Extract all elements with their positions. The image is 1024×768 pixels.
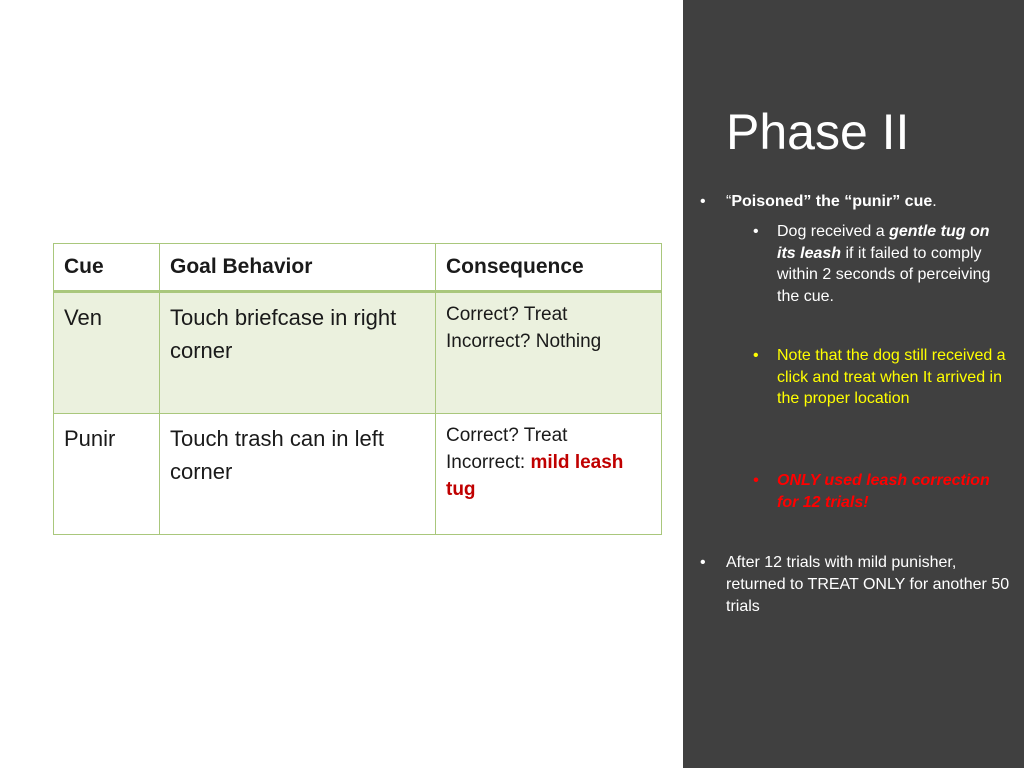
consequence-incorrect: [446, 449, 651, 503]
consequence-incorrect: Incorrect? Nothing: [446, 331, 602, 352]
mild-leash-tug-emphasis: mild leash tug: [446, 452, 624, 500]
table-header-row: [54, 244, 662, 292]
table-row: [54, 292, 662, 414]
header-goal-behavior: Goal Behavior: [160, 244, 436, 292]
sub-bullet-gentle-tug: [777, 221, 1012, 307]
header-consequence: Consequence: [436, 244, 662, 292]
bullet-poisoned-bold: Poisoned” the “punir” cue: [731, 193, 933, 210]
cell-goal-punir: Touch trash can in left corner: [160, 414, 436, 535]
cell-cue-punir: Punir: [54, 414, 160, 535]
right-panel: [683, 0, 1024, 768]
cell-cue-ven: Ven: [54, 292, 160, 414]
bullet-poisoned-cue: [726, 191, 1011, 213]
bullet-after-trials: • After 12 trials with mild punisher, returned to TREAT ONLY for another 50 trials: [726, 552, 1011, 618]
table-row: [54, 414, 662, 535]
consequence-correct: Correct? Treat: [446, 425, 568, 446]
cell-consequence-ven: [436, 292, 662, 414]
cell-goal-ven: Touch briefcase in right corner: [160, 292, 436, 414]
sub-bullet-leash-correction: • ONLY used leash correction for 12 trials!: [777, 470, 1012, 513]
cell-consequence-punir: [436, 414, 662, 535]
sub-bullet-click-treat-note: • Note that the dog still received a click and treat when It arrived in the proper location: [777, 345, 1012, 410]
consequence-correct: Correct? Treat: [446, 304, 568, 325]
cue-table: [53, 243, 662, 535]
bullet-poisoned-end: .: [932, 193, 937, 210]
incorrect-prefix: Incorrect:: [446, 452, 531, 473]
open-quote: “: [726, 193, 732, 210]
gentle-tug-pre: Dog received a: [777, 223, 890, 240]
header-cue: Cue: [54, 244, 160, 292]
slide-title: Phase II: [726, 104, 910, 160]
gentle-tug-emphasis: gentle tug on its leash: [777, 223, 990, 262]
gentle-tug-post: if it failed to comply within 2 seconds of perceiving the cue.: [777, 244, 991, 305]
